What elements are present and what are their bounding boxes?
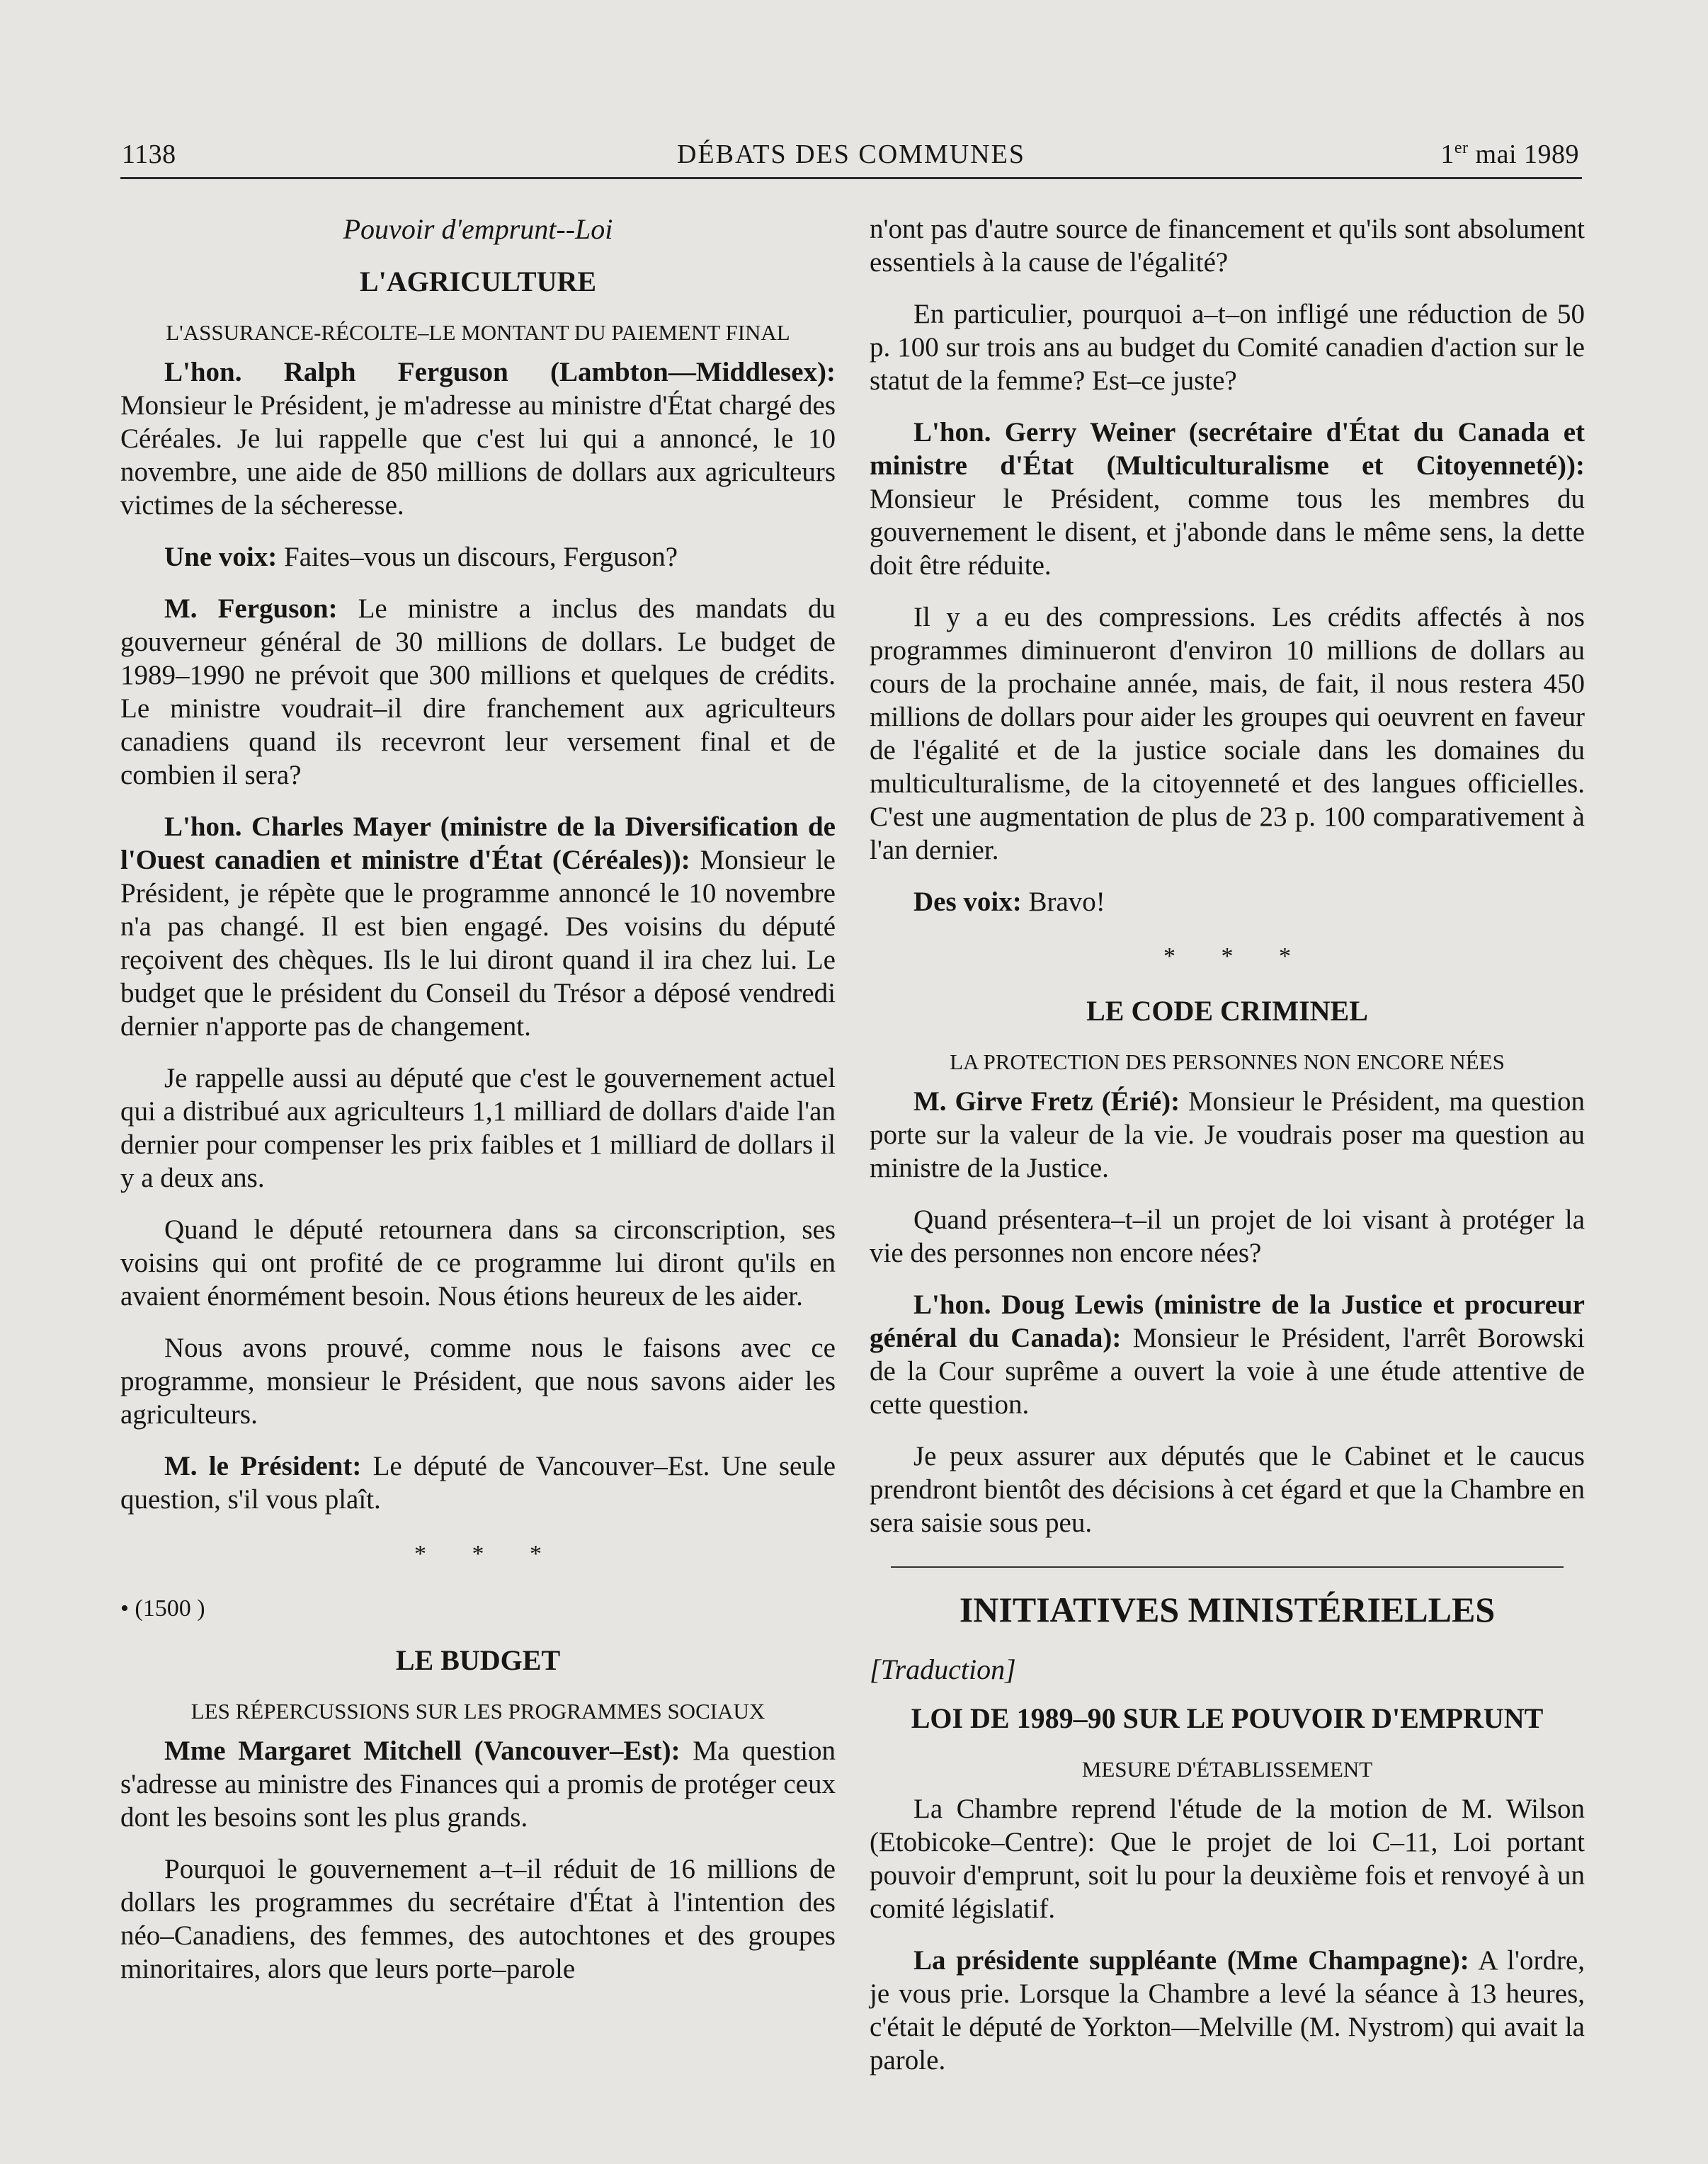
paragraph	[120, 592, 836, 792]
publication-title: DÉBATS DES COMMUNES	[677, 139, 1025, 169]
paragraph	[120, 1450, 836, 1516]
bill-subtitle: MESURE D'ÉTABLISSEMENT	[1081, 1757, 1373, 1782]
paragraph: Nous avons prouvé, comme nous le faisons avec ce programme, monsieur le Président, que nous savons aider les agriculteurs.	[120, 1333, 836, 1430]
speech: A l'ordre, je vous prie. Lorsque la Chambre a levé la séance à 13 heures, c'était le député de Yorkton—Melville (M. Nystrom) qui avait la parole.	[870, 1945, 1585, 2075]
section-rule	[891, 1566, 1564, 1568]
speaker: La présidente suppléante (Mme Champagne):	[913, 1945, 1469, 1976]
date-ordinal: er	[1454, 139, 1469, 157]
page-number: 1138	[122, 139, 176, 169]
paragraph: n'ont pas d'autre source de financement et qu'ils sont absolument essentiels à la cause de l'égalité?	[870, 214, 1585, 278]
speech: Monsieur le Président, ma question porte sur la valeur de la vie. Je voudrais poser ma question au ministre de la Justice.	[870, 1086, 1585, 1183]
speaker: Une voix:	[164, 542, 278, 572]
speaker: Des voix:	[913, 887, 1022, 917]
speech: Monsieur le Président, je m'adresse au ministre d'État chargé des Céréales. Je lui rappelle que c'est lui qui a annoncé, le 10 novembre, une aide de 850 millions de dollars aux agriculteurs victimes de la sécheresse.	[120, 390, 836, 520]
paragraph	[120, 1734, 836, 1834]
paragraph: Quand le député retournera dans sa circonscription, ses voisins qui ont profité de ce programme lui diront qu'ils en avaient énormément besoin. Nous étions heureux de les aider.	[120, 1214, 836, 1311]
speaker: Mme Margaret Mitchell (Vancouver–Est):	[164, 1736, 681, 1766]
speaker: L'hon. Ralph Ferguson (Lambton—Middlesex):	[164, 357, 836, 387]
paragraph	[120, 540, 836, 574]
paragraph: La Chambre reprend l'étude de la motion de M. Wilson (Etobicoke–Centre): Que le projet de loi C–11, Loi portant pouvoir d'emprunt, soit lu pour la deuxième fois et renvoyé à un comité législatif.	[870, 1794, 1585, 1924]
paragraph	[870, 885, 1585, 918]
paragraph	[870, 1288, 1585, 1421]
paragraph: Je peux assurer aux députés que le Cabinet et le caucus prendront bientôt des décisions à cet égard et que la Chambre en sera saisie sous peu.	[870, 1441, 1585, 1538]
subtopic-unborn-protection: LA PROTECTION DES PERSONNES NON ENCORE NÉES	[950, 1049, 1505, 1074]
speech: Monsieur le Président, comme tous les membres du gouvernement le disent, et j'abonde dans le même sens, la dette doit être réduite.	[870, 484, 1585, 581]
subject-budget: LE BUDGET	[395, 1644, 561, 1676]
section-title: INITIATIVES MINISTÉRIELLES	[959, 1590, 1496, 1629]
running-head: Pouvoir d'emprunt--Loi	[343, 213, 613, 245]
page-header	[120, 139, 1582, 179]
paragraph: Pourquoi le gouvernement a–t–il réduit de 16 millions de dollars les programmes du secrétaire d'État à l'intention des néo–Canadiens, des femmes, des autochtones et des groupes minoritaires, alors que leurs porte–parole	[120, 1854, 836, 1984]
bill-title: LOI DE 1989–90 SUR LE POUVOIR D'EMPRUNT	[911, 1702, 1544, 1734]
section-separator: * * *	[414, 1541, 562, 1567]
date-month-year: mai 1989	[1468, 139, 1579, 169]
speech: Bravo!	[1021, 887, 1105, 917]
speaker: M. Girve Fretz (Érié):	[913, 1086, 1180, 1117]
speech: Faites–vous un discours, Ferguson?	[277, 542, 678, 572]
subject-agriculture: L'AGRICULTURE	[359, 266, 597, 297]
speech: Ma question s'adresse au ministre des Finances qui a promis de protéger ceux dont les besoins sont les plus grands.	[120, 1736, 836, 1833]
speaker: M. le Président:	[164, 1451, 362, 1481]
paragraph: Je rappelle aussi au député que c'est le gouvernement actuel qui a distribué aux agriculteurs 1,1 milliard de dollars d'aide l'an dernier pour compenser les prix faibles et 1 milliard de dollars il y a deux ans.	[120, 1063, 836, 1193]
paragraph	[870, 1944, 1585, 2077]
paragraph: Quand présentera–t–il un projet de loi visant à protéger la vie des personnes non encore nées?	[870, 1205, 1585, 1268]
speech: Monsieur le Président, l'arrêt Borowski de la Cour suprême a ouvert la voie à une étude attentive de cette question.	[870, 1323, 1585, 1420]
date-day: 1	[1440, 139, 1454, 169]
paragraph: Il y a eu des compressions. Les crédits affectés à nos programmes diminueront d'environ 10 millions de dollars au cours de la prochaine année, mais, de fait, il nous restera 450 millions de dollars pour aider les groupes qui oeuvrent en faveur de l'égalité et de la justice sociale dans les domaines du multiculturalisme, de la citoyenneté et des langues officielles. C'est une augmentation de plus de 23 p. 100 comparativement à l'an dernier.	[870, 602, 1585, 865]
subtopic-crop-insurance: L'ASSURANCE-RÉCOLTE–LE MONTANT DU PAIEMENT FINAL	[166, 320, 790, 345]
speech: Le ministre a inclus des mandats du gouverneur général de 30 millions de dollars. Le budget de 1989–1990 ne prévoit que 300 millions et quelques de crédits. Le ministre voudrait–il dire franchement aux agriculteurs canadiens quand ils recevront leur versement final et de combien il sera?	[120, 593, 836, 790]
left-column	[120, 212, 836, 1986]
speaker: L'hon. Gerry Weiner (secrétaire d'État du Canada et ministre d'État (Multiculturalisme et Citoyenneté)):	[870, 417, 1585, 481]
subtopic-social-programs: LES RÉPERCUSSIONS SUR LES PROGRAMMES SOCIAUX	[190, 1699, 765, 1724]
paragraph	[120, 355, 836, 522]
paragraph	[870, 416, 1585, 582]
paragraph: En particulier, pourquoi a–t–on infligé une réduction de 50 p. 100 sur trois ans au budget du Comité canadien d'action sur le statut de la femme? Est–ce juste?	[870, 299, 1585, 396]
subject-criminal-code: LE CODE CRIMINEL	[1086, 995, 1368, 1027]
speaker: L'hon. Charles Mayer (ministre de la Diversification de l'Ouest canadien et ministre d'État (Céréales)):	[120, 812, 836, 875]
speaker: L'hon. Doug Lewis (ministre de la Justice et procureur général du Canada):	[870, 1289, 1585, 1353]
speech: Monsieur le Président, je répète que le programme annoncé le 10 novembre n'a pas changé. Il est bien engagé. Des voisins du député reçoivent des chèques. Ils le lui diront quand il ira chez lui. Le budget que le président du Conseil du Trésor a déposé vendredi dernier n'apporte pas de changement.	[120, 845, 836, 1042]
issue-date	[1440, 139, 1579, 170]
translation-note: [Traduction]	[870, 1653, 1016, 1685]
speech: Le député de Vancouver–Est. Une seule question, s'il vous plaît.	[120, 1451, 836, 1515]
right-column	[870, 212, 1585, 2077]
paragraph	[870, 1085, 1585, 1185]
time-marker: • (1500 )	[120, 1595, 205, 1622]
speaker: M. Ferguson:	[164, 593, 338, 624]
section-separator: * * *	[1163, 943, 1311, 969]
paragraph	[120, 810, 836, 1043]
